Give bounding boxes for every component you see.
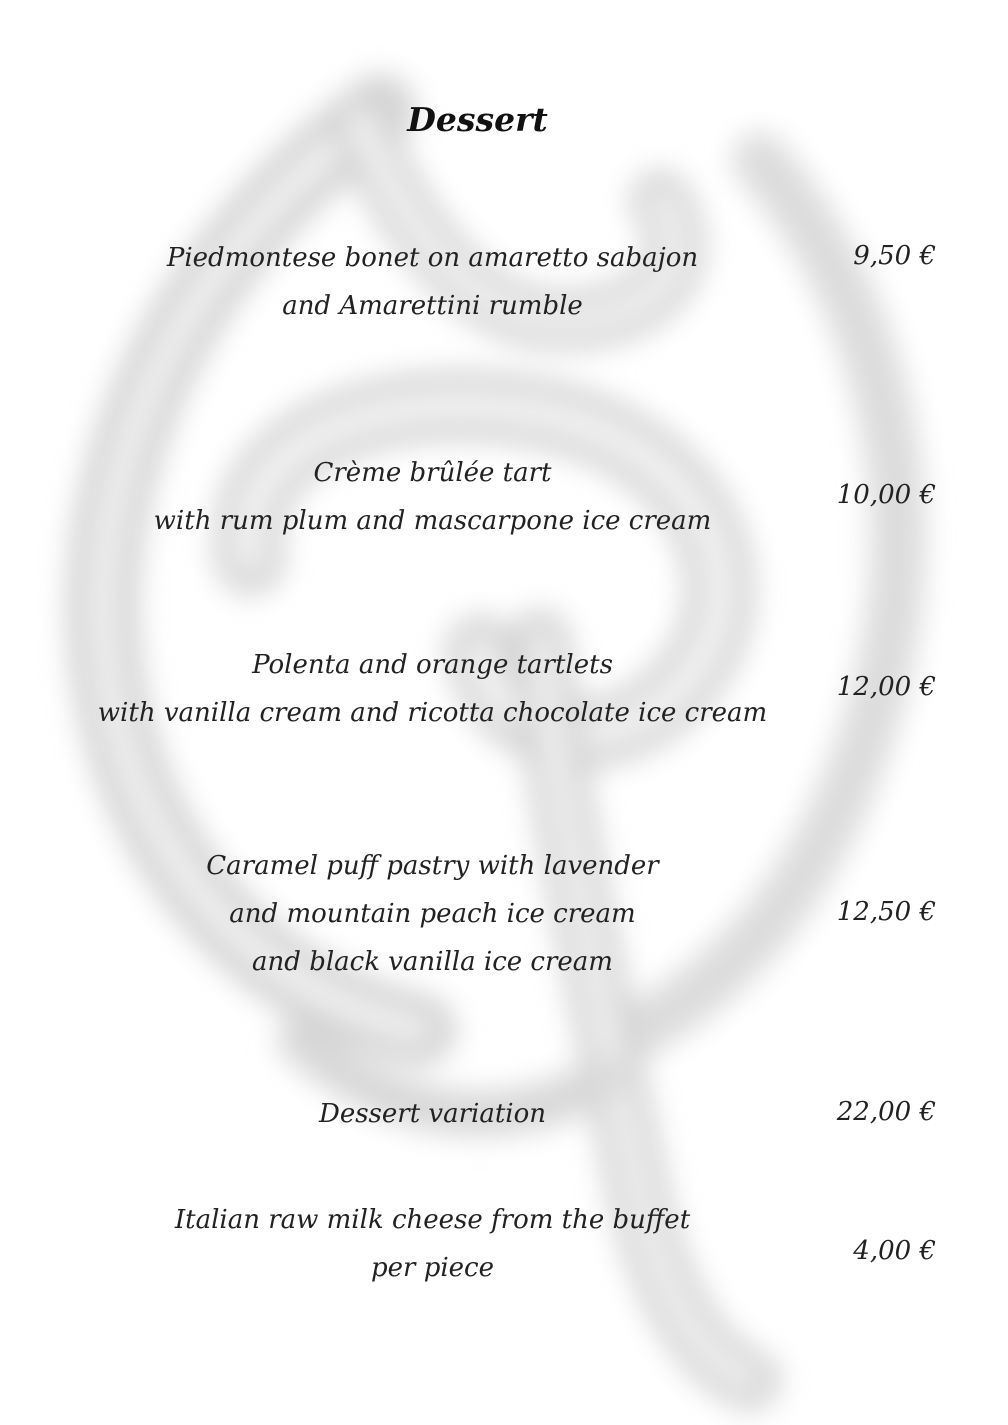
item-line: with vanilla cream and ricotta chocolate ice cream — [97, 698, 768, 728]
item-description — [60, 234, 805, 330]
item-line: Crème brûlée tart — [313, 458, 552, 488]
item-price: 12,00 € — [836, 672, 936, 702]
item-description — [60, 1090, 805, 1138]
item-line: and mountain peach ice cream — [229, 899, 636, 929]
item-line: Caramel puff pastry with lavender — [206, 851, 659, 881]
item-price: 4,00 € — [853, 1236, 936, 1266]
item-description — [60, 1196, 805, 1292]
item-description — [60, 449, 805, 545]
item-line: Piedmontese bonet on amaretto sabajon — [166, 243, 699, 273]
menu-title: Dessert — [407, 100, 548, 139]
item-line: per piece — [370, 1253, 495, 1283]
item-price: 9,50 € — [853, 241, 936, 271]
item-price: 12,50 € — [836, 897, 936, 927]
item-line: with rum plum and mascarpone ice cream — [153, 506, 712, 536]
item-line: and black vanilla ice cream — [252, 947, 613, 977]
item-price: 10,00 € — [836, 480, 936, 510]
item-description — [60, 842, 805, 986]
item-line: Italian raw milk cheese from the buffet — [174, 1205, 691, 1235]
item-description — [60, 641, 805, 737]
item-line: and Amarettini rumble — [282, 291, 583, 321]
item-price: 22,00 € — [836, 1097, 936, 1127]
item-line: Polenta and orange tartlets — [252, 650, 613, 680]
item-line: Dessert variation — [318, 1099, 547, 1129]
